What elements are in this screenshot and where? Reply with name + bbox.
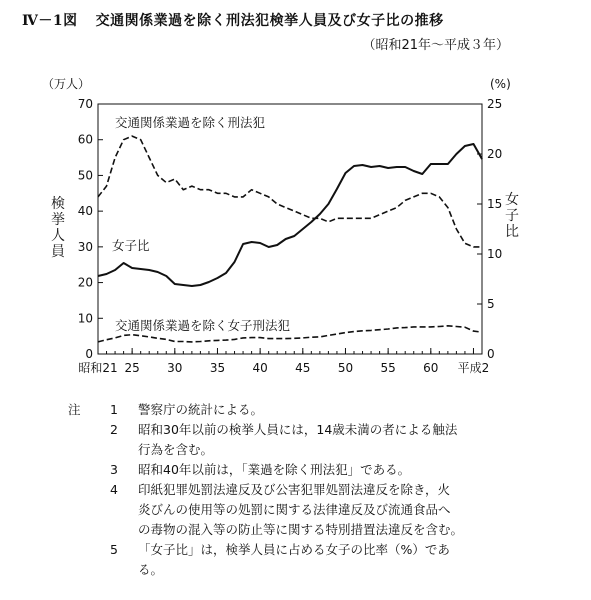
figure-title: 交通関係業過を除く刑法犯検挙人員及び女子比の推移	[95, 13, 444, 29]
series-line-1	[98, 144, 482, 286]
left-tick-label: 60	[77, 132, 93, 147]
right-tick-label: 10	[487, 247, 503, 261]
right-axis-label: 比	[505, 224, 519, 240]
note-line: 炎びんの使用等の処罰に関する法律違反及び流通食品へ	[138, 502, 451, 517]
left-tick-label: 0	[85, 347, 93, 361]
left-tick-label: 30	[77, 239, 93, 254]
note-item	[68, 420, 528, 460]
note-number: 2	[110, 422, 118, 437]
note-number: 5	[110, 542, 118, 557]
series-label-female: 交通関係業過を除く女子刑法犯	[115, 318, 291, 333]
x-tick-label: 60	[423, 361, 439, 375]
right-tick-label: 5	[487, 297, 495, 311]
x-tick-label: 昭和21	[78, 361, 118, 375]
notes-head: 注	[68, 402, 81, 417]
note-line: 警察庁の統計による。	[138, 402, 264, 417]
left-tick-label: 20	[77, 275, 93, 290]
notes-list	[68, 400, 528, 580]
series-line-0	[98, 136, 482, 247]
figure-subtitle: （昭和21年～平成３年）	[362, 38, 509, 53]
x-tick-label: 平成2	[457, 361, 490, 375]
notes-section	[68, 400, 528, 580]
note-number: 3	[110, 462, 118, 477]
series-label-ratio: 女子比	[112, 238, 150, 253]
note-line: の毒物の混入等の防止等に関する特別措置法違反を含む。	[138, 522, 464, 537]
x-tick-label: 40	[252, 361, 268, 375]
left-tick-label: 10	[77, 311, 93, 326]
note-line: る。	[138, 562, 164, 577]
x-tick-label: 25	[124, 361, 140, 375]
right-tick-label: 25	[487, 97, 503, 111]
left-axis-label: 検	[51, 196, 65, 212]
note-item	[68, 400, 528, 420]
note-line: 「女子比」は，検挙人員に占める女子の比率（%）であ	[138, 542, 450, 557]
series-label-total: 交通関係業過を除く刑法犯	[115, 115, 266, 130]
left-tick-label: 50	[77, 168, 93, 183]
note-number: 4	[110, 482, 118, 497]
plot-frame	[98, 104, 482, 354]
left-axis-label: 人	[51, 228, 65, 244]
note-line: 昭和30年以前の検挙人員には，14歳未満の者による触法	[138, 422, 458, 437]
right-axis-label: 子	[505, 208, 519, 224]
left-axis-label: 挙	[51, 212, 65, 228]
x-tick-label: 45	[295, 361, 311, 375]
note-line: 昭和40年以前は，「業過を除く刑法犯」である。	[138, 462, 411, 477]
note-number: 1	[110, 402, 118, 417]
note-item	[68, 460, 528, 480]
note-item	[68, 480, 528, 540]
right-axis-unit: (%)	[490, 77, 511, 91]
left-axis-label: 員	[51, 244, 65, 260]
x-tick-label: 55	[380, 361, 396, 375]
note-line: 行為を含む。	[138, 442, 214, 457]
left-tick-label: 70	[77, 97, 93, 111]
left-tick-label: 40	[77, 204, 93, 219]
note-line: 印紙犯罪処罰法違反及び公害犯罪処罰法違反を除き，火	[138, 482, 451, 497]
x-tick-label: 35	[209, 361, 226, 375]
right-tick-label: 15	[487, 197, 503, 211]
right-axis-label: 女	[505, 192, 519, 208]
right-tick-label: 0	[487, 347, 495, 361]
x-tick-label: 50	[337, 361, 354, 375]
right-tick-label: 20	[487, 147, 503, 161]
x-tick-label: 30	[167, 361, 183, 375]
figure-id: Ⅳ－1図	[22, 13, 78, 29]
left-axis-unit: （万人）	[41, 77, 90, 91]
note-item	[68, 540, 528, 580]
